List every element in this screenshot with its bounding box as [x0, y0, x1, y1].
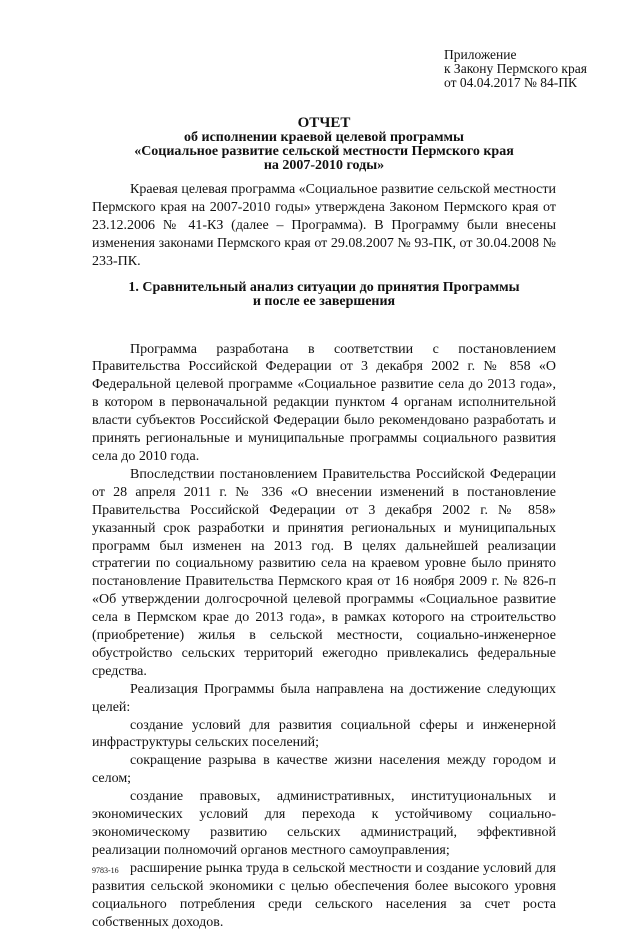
appendix-note — [444, 48, 587, 90]
goal-list-item: сокращение разрыва в качестве жизни населения между городом и селом; — [92, 753, 556, 787]
goal-list-item: создание правовых, административных, институциональных и экономических условий для перехода к устойчивому социально-экономическому развитию сельских администраций, эффективной реализации полномочий органов местного самоуправления; — [92, 789, 556, 858]
goal-list-item: создание условий для развития социальной сферы и инженерной инфраструктуры сельских поселений; — [92, 717, 556, 751]
report-subtitle-line-2: «Социальное развитие сельской местности Пермского края — [134, 144, 514, 159]
appendix-line-2: к Закону Пермского края — [444, 61, 587, 76]
appendix-line-3: от 04.04.2017 № 84-ПК — [444, 75, 577, 90]
section-1-paragraph: Реализация Программы была направлена на достижение следующих целей: — [92, 681, 556, 715]
appendix-line-1: Приложение — [444, 47, 517, 62]
goal-list-item: расширение рынка труда в сельской местности и создание условий для развития сельской экономики с целью обеспечения более высокого уровня социального потребления среди сельского населения за счет роста собственных доходов. — [92, 860, 556, 930]
intro-paragraph: Краевая целевая программа «Социальное развитие сельской местности Пермского края на 2007-2010 годы» утверждена Законом Пермского края от 23.12.2006 № 41-КЗ (далее – Программа). В Программу были внесены изменения законами Пермского края от 29.08.2007 № 93-ПК, от 30.04.2008 № 233-ПК. — [92, 182, 556, 269]
report-subtitle — [92, 131, 556, 173]
section-1-paragraph: Впоследствии постановлением Правительства Российской Федерации от 28 апреля 2011 г. № 336 «О внесении изменений в постановление Правительства Российской Федерации от 3 декабря 2002 г. № 858» указанный срок разработки и принятия региональных и муниципальных программ был изменен на 2013 год. В целях дальнейшей реализации стратегии по социальному развитию села на краевом уровне было принято постановление Правительства Пермского края от 16 ноября 2009 г. № 826-п «Об утверждении долгосрочной целевой программы «Социальное развитие села в Пермском крае до 2013 года», в рамках которого на строительство (приобретение) жилья в сельской местности, социально-инженерное обустройство сельских территорий ежегодно привлекались федеральные средства. — [92, 466, 556, 679]
report-subtitle-line-1: об исполнении краевой целевой программы — [184, 130, 464, 145]
section-1-title-line-1: 1. Сравнительный анализ ситуации до принятия Программы — [128, 280, 520, 295]
section-1-paragraph: Программа разработана в соответствии с постановлением Правительства Российской Федерации от 3 декабря 2002 г. № 858 «О Федеральной целевой программе «Социальное развитие села до 2013 года», в котором в первоначальной редакции пунктом 4 органам исполнительной власти субъектов Российской Федерации было рекомендовано разработать и принять региональные и муниципальные программы социального развития села до 2010 года. — [92, 341, 556, 464]
section-1-title-line-2: и после ее завершения — [252, 294, 396, 309]
document-body — [92, 181, 556, 931]
report-title: ОТЧЕТ — [297, 115, 351, 131]
footer-code: 9783-16 — [92, 866, 119, 875]
report-subtitle-line-3: на 2007-2010 годы» — [263, 158, 385, 173]
section-1-title — [92, 281, 556, 309]
